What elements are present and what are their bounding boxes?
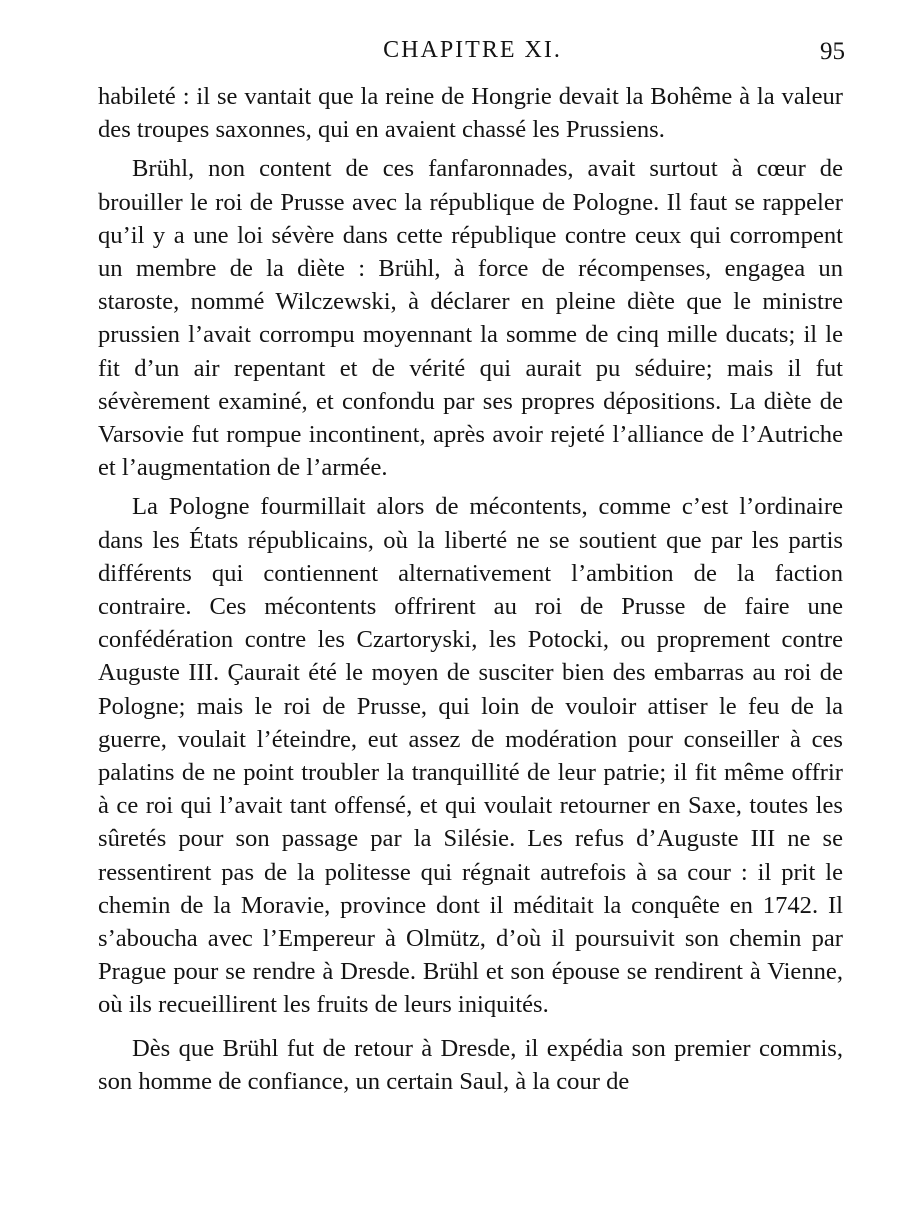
chapter-title: CHAPITRE XI. [383,37,562,63]
paragraph-pologne-mecontents: La Pologne fourmillait alors de mécontents, comme c’est l’ordinaire dans les États républicains, où la liberté ne se soutient que par les partis différents qui contiennent alternativement l’ambition de la faction contraire. Ces mécontents offrirent au roi de Prusse de faire une confédération contre les Czartoryski, les Potocki, ou proprement contre Auguste III. Çaurait été le moyen de susciter bien des embarras au roi de Pologne; mais le roi de Prusse, qui loin de vouloir attiser le feu de la guerre, voulait l’éteindre, eut assez de modération pour conseiller à ces palatins de ne point troubler la tranquillité de leur patrie; il fit même offrir à ce roi qui l’avait tant offensé, et qui voulait retourner en Saxe, toutes les sûretés pour son passage par la Silésie. Les refus d’Auguste III ne se ressentirent pas de la politesse qui régnait autrefois à sa cour : il prit le chemin de la Moravie, province dont il méditait la conquête en 1742. Il s’aboucha avec l’Empereur à Olmütz, d’où il poursuivit son chemin par Prague pour se rendre à Dresde. Brühl et son épouse se rendirent à Vienne, où ils recueillirent les fruits de leurs iniquités. [98,493,843,1019]
paragraph-bruhl-fanfaronnades: Brühl, non content de ces fanfaronnades, avait surtout à cœur de brouiller le roi de Prusse avec la république de Pologne. Il faut se rappeler qu’il y a une loi sévère dans cette république contre ceux qui corrompent un membre de la diète : Brühl, à force de récompenses, engagea un staroste, nommé Wilczewski, à déclarer en pleine diète que le ministre prussien l’avait corrompu moyennant la somme de cinq mille ducats; il le fit d’un air repentant et de vérité qui aurait pu séduire; mais il fut sévèrement examiné, et confondu par ses propres dépositions. La diète de Varsovie fut rompue incontinent, après avoir rejeté l’alliance de l’Autriche et l’augmentation de l’armée. [98,155,843,482]
body-text [98,80,843,1104]
paragraph-retour-dresde: Dès que Brühl fut de retour à Dresde, il expédia son premier commis, son homme de confiance, un certain Saul, à la cour de [98,1034,843,1095]
paragraph-continuation: habileté : il se vantait que la reine de Hongrie devait la Bohême à la valeur des troupes saxonnes, qui en avaient chassé les Prussiens. [98,83,843,144]
running-header [100,32,845,68]
page-number: 95 [820,38,845,65]
